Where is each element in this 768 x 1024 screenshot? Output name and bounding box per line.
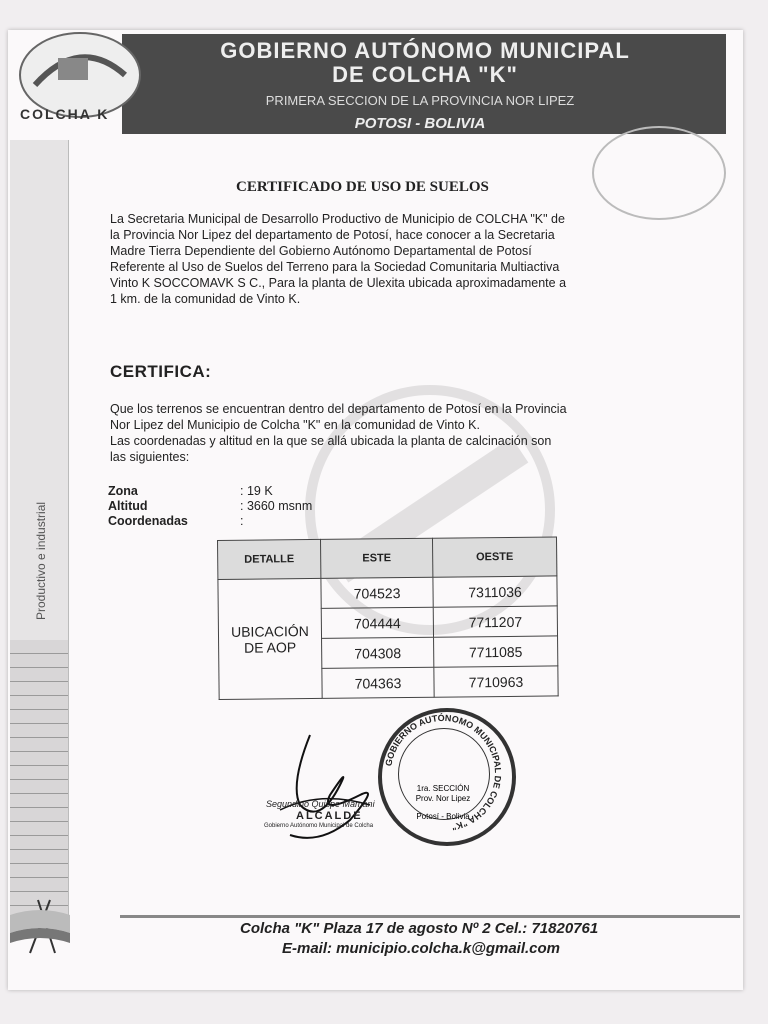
column-header: OESTE — [432, 537, 556, 577]
intro-line: 1 km. de la comunidad de Vinto K. — [110, 292, 301, 306]
seal-line-1: 1ra. SECCIÓN — [416, 784, 470, 793]
footer-email: E-mail: municipio.colcha.k@gmail.com — [282, 940, 561, 957]
handwritten-signature — [260, 725, 390, 855]
table-row — [218, 576, 557, 610]
seal-line-2: Prov. Nor Lipez — [415, 794, 471, 803]
intro-line: Madre Tierra Dependiente del Gobierno Autónomo Departamental de Potosí — [110, 244, 532, 258]
field-row-altitud — [108, 499, 312, 514]
este-cell: 704308 — [322, 637, 434, 668]
coordinates-table — [217, 536, 559, 700]
field-row-zona — [108, 484, 312, 499]
oeste-cell: 7311036 — [433, 576, 557, 607]
este-cell: 704363 — [322, 667, 434, 698]
field-row-coordenadas — [108, 514, 312, 529]
flag-icon — [10, 895, 100, 955]
signer-institution: Gobierno Autónomo Municipal de Colcha — [264, 823, 374, 829]
footer-address: Colcha "K" Plaza 17 de agosto Nº 2 Cel.: 71820761 — [240, 920, 599, 937]
row-label-line: DE AOP — [243, 638, 297, 656]
seal-ring-text: GOBIERNO AUTÓNOMO MUNICIPAL DE COLCHA "K" — [383, 712, 504, 833]
row-label-cell — [218, 578, 322, 699]
field-label: Zona — [108, 484, 138, 498]
municipality-logo — [10, 30, 150, 140]
oeste-cell: 7711085 — [434, 636, 558, 667]
header-line-4: POTOSI - BOLIVIA — [354, 115, 486, 132]
field-label: Altitud — [108, 499, 148, 513]
document-title: CERTIFICADO DE USO DE SUELOS — [236, 179, 489, 195]
body-line: Las coordenadas y altitud en la que se allá ubicada la planta de calcinación son — [110, 434, 552, 448]
column-header: DETALLE — [218, 539, 321, 579]
location-fields — [108, 484, 312, 529]
body-line: Nor Lipez del Municipio de Colcha "K" en la comunidad de Vinto K. — [110, 418, 480, 432]
signer-title: ALCALDE — [296, 810, 363, 822]
footer-divider — [120, 915, 740, 918]
column-header: ESTE — [320, 538, 432, 578]
body-line: las siguientes: — [110, 450, 190, 464]
field-value: : 19 K — [240, 484, 273, 498]
field-value: : — [240, 514, 244, 528]
table-header-row — [218, 537, 557, 580]
body-line: Que los terrenos se encuentran dentro del departamento de Potosí en la Provincia — [110, 402, 567, 416]
field-value: : 3660 msnm — [240, 499, 313, 513]
header-line-1: GOBIERNO AUTÓNOMO MUNICIPAL — [220, 38, 630, 63]
header-line-2: DE COLCHA "K" — [332, 62, 518, 87]
este-cell: 704444 — [321, 607, 433, 638]
intro-line: Referente al Uso de Suelos del Terreno para la Sociedad Comunitaria Multiactiva — [110, 260, 560, 274]
sidebar-small-text: Productivo e industrial — [34, 501, 48, 620]
signer-name: Segundino Quispe Mamani — [266, 799, 375, 809]
notary-stamp — [592, 126, 726, 220]
header-line-3: PRIMERA SECCION DE LA PROVINCIA NOR LIPEZ — [265, 93, 575, 108]
brick-pattern — [10, 640, 68, 920]
row-label-line: UBICACIÓN — [230, 622, 309, 640]
certifica-heading: CERTIFICA: — [110, 362, 212, 381]
este-cell: 704523 — [321, 577, 433, 608]
intro-line: la Provincia Nor Lipez del departamento de Potosí, hace conocer a la Secretaria — [110, 228, 555, 242]
oeste-cell: 7711207 — [433, 606, 557, 637]
logo-text: COLCHA K — [20, 106, 110, 122]
field-label: Coordenadas — [108, 514, 188, 528]
oeste-cell: 7710963 — [434, 666, 558, 697]
intro-line: La Secretaria Municipal de Desarrollo Productivo de Municipio de COLCHA "K" de — [110, 212, 565, 226]
seal-line-3: Potosí - Bolivia — [416, 812, 470, 821]
intro-line: Vinto K SOCCOMAVK S C., Para la planta de Ulexita ubicada aproximadamente a — [110, 276, 567, 290]
